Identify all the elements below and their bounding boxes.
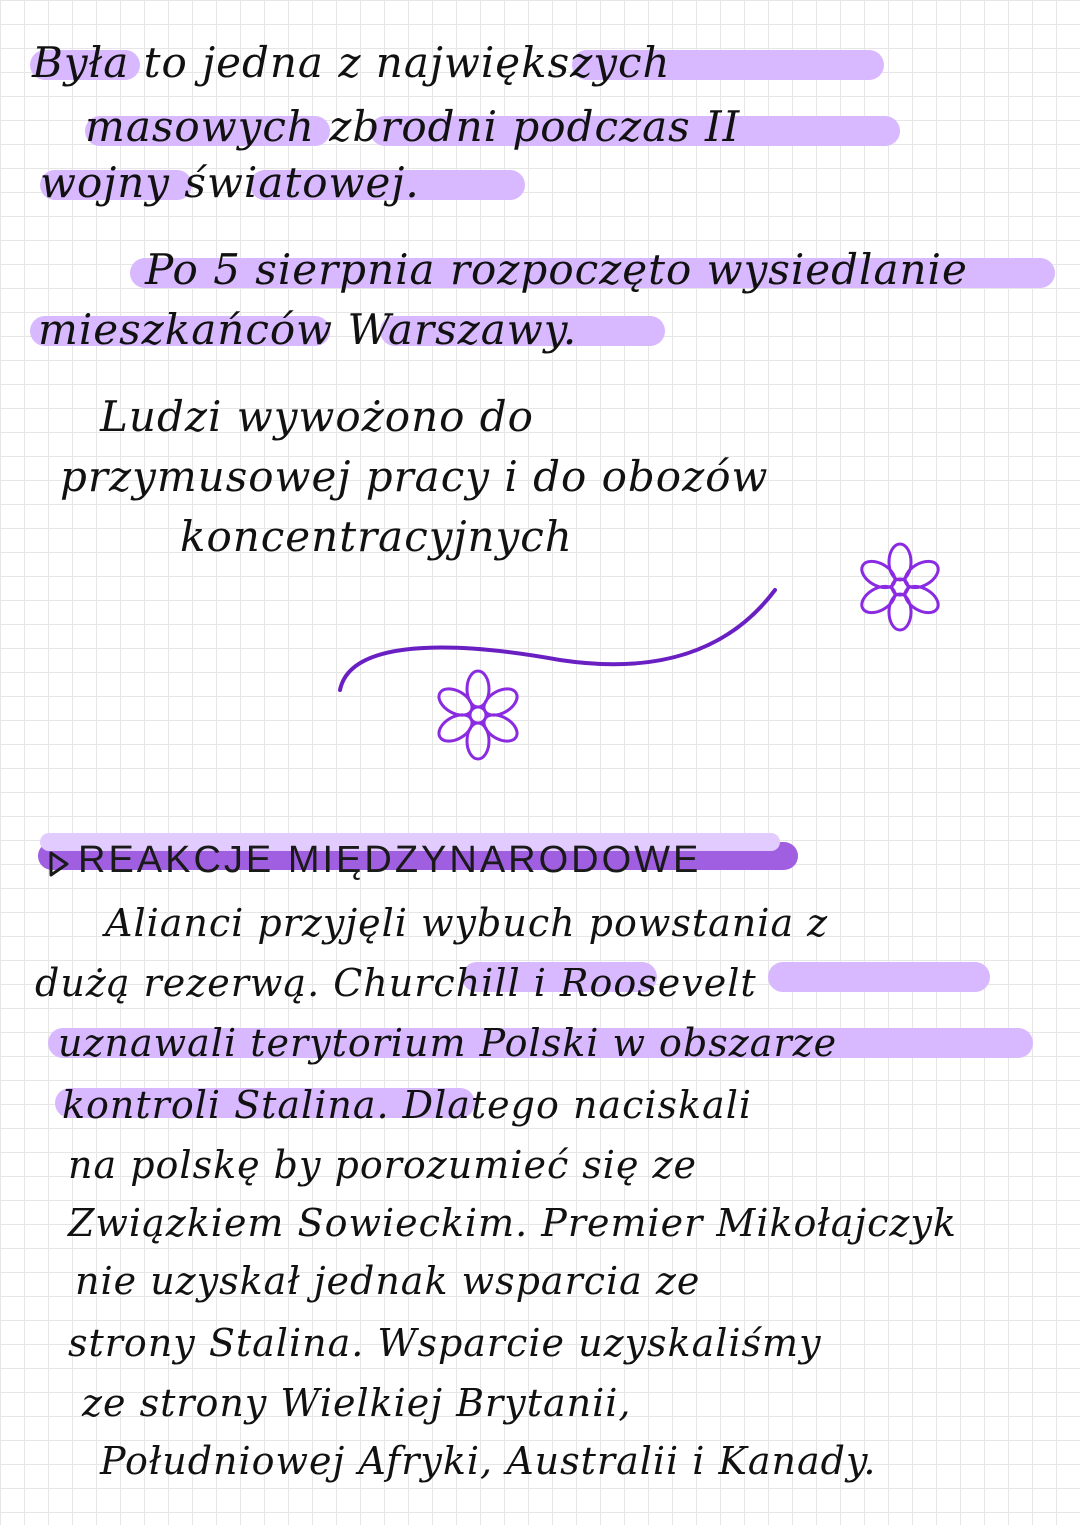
section-heading: REAKCJE MIĘDZYNARODOWE [78, 839, 702, 881]
note-line: strony Stalina. Wsparcie uzyskaliśmy [68, 1321, 822, 1365]
highlight-stroke [768, 962, 990, 992]
note-line: Po 5 sierpnia rozpoczęto wysiedlanie [145, 245, 968, 294]
triangle-bullet-icon [48, 850, 70, 878]
note-line: kontroli Stalina. Dlatego naciskali [62, 1083, 752, 1127]
note-line: Alianci przyjęli wybuch powstania z [105, 901, 829, 945]
note-line: nie uzyskał jednak wsparcia ze [75, 1259, 701, 1303]
note-line: Ludzi wywożono do [100, 392, 534, 441]
note-line: Związkiem Sowieckim. Premier Mikołajczyk [68, 1201, 957, 1245]
swoosh-divider [330, 580, 790, 700]
note-line: wojny światowej. [40, 158, 420, 207]
note-line: mieszkańców Warszawy. [38, 305, 578, 354]
note-line: koncentracyjnych [180, 512, 573, 561]
note-line: przymusowej pracy i do obozów [60, 452, 769, 501]
note-line: Była to jedna z największych [32, 38, 671, 87]
note-line: uznawali terytorium Polski w obszarze [58, 1021, 838, 1065]
note-line: na polskę by porozumieć się ze [68, 1143, 698, 1187]
note-line: Południowej Afryki, Australii i Kanady. [100, 1439, 877, 1483]
flower-icon [428, 665, 528, 765]
note-line: masowych zbrodni podczas II [85, 102, 741, 151]
flower-icon [850, 540, 950, 635]
note-line: dużą rezerwą. Churchill i Roosevelt [35, 961, 757, 1005]
note-line: ze strony Wielkiej Brytanii, [82, 1381, 632, 1425]
